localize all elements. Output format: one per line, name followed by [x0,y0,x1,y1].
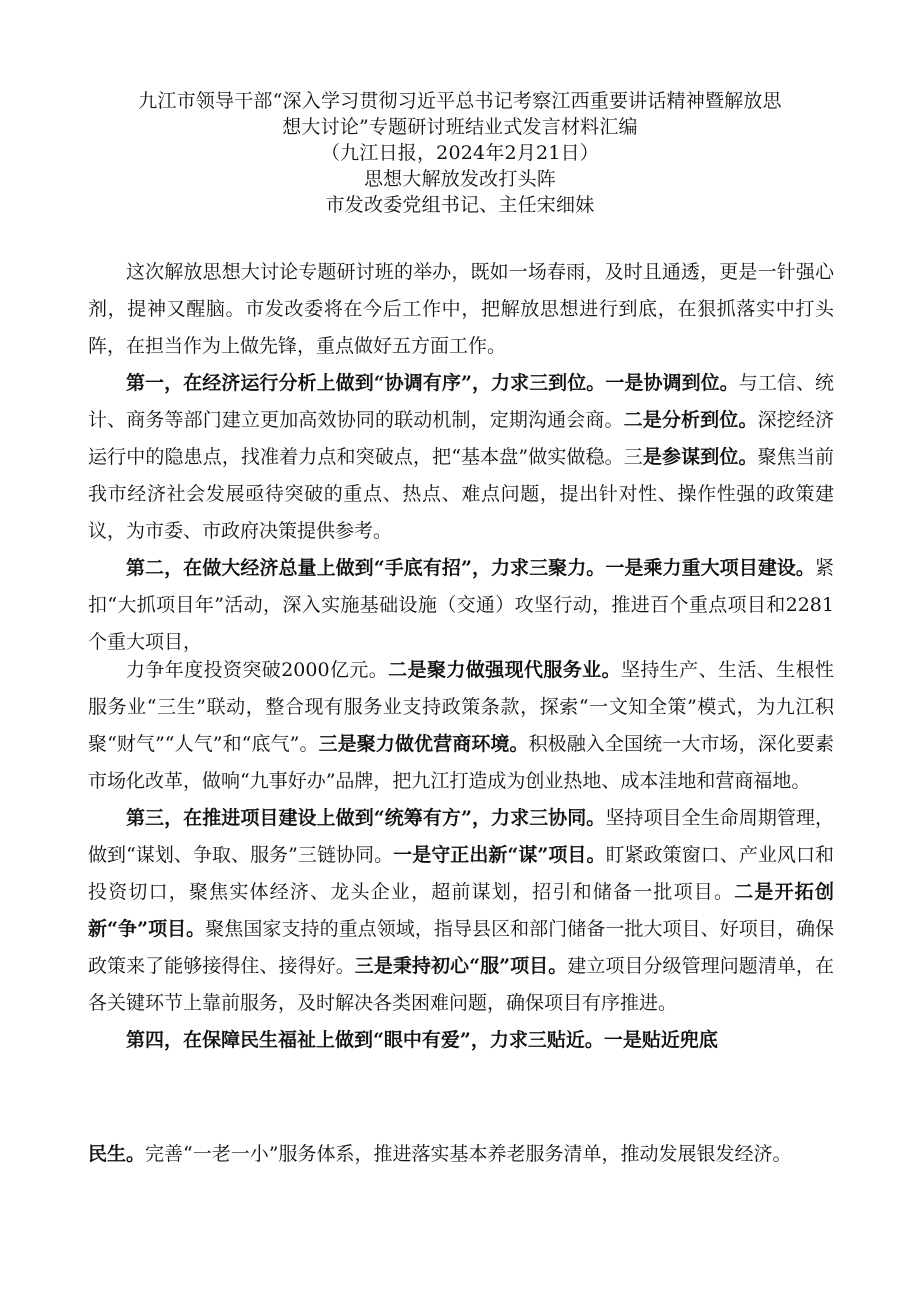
paragraph-text: 坚持生产、生活、生根性服务业“三生”联动，整合现有服务业支持政策条款，探索“一文知全策”模式，为九江积聚“财气”“人气”和“底气”。 [88,659,834,755]
paragraph-intro [88,254,834,365]
paragraph-text: 紧扣“大抓项目年”活动，深入实施基础设施（交通）攻坚行动，推进百个重点项目和2281个重大项目， [88,557,834,653]
bold-heading: 三是聚力做优营商环境。 [318,733,529,755]
bold-heading: 二是聚力做强现代服务业。 [388,659,621,681]
bold-heading: 一是守正出新“谋”项目。 [393,844,606,866]
document-title-line-2: 想大讨论”专题研讨班结业式发言材料汇编 [282,116,638,138]
paragraph-second-continued [88,652,834,800]
paragraph-text: 与工信、统计、商务等部门建立更加高效协同的联动机制，定期沟通会商。 [88,372,834,431]
paragraph-second [88,550,834,661]
body-section-2 [88,652,834,1059]
author-line: 市发改委党组书记、主任宋细妹 [325,194,595,216]
paragraph-text: 聚焦国家支持的重点领域，指导县区和部门储备一批大项目、好项目，确保政策来了能够接得住、接得好。 [88,918,834,977]
bold-heading: 二是开拓创新“争”项目。 [88,881,834,940]
bold-heading: 第四，在保障民生福祉上做到“眼中有爱”，力求三贴近。一是贴近兜底 [126,1029,718,1051]
paragraph-fourth [88,1022,834,1059]
paragraph-fourth-continued [88,1136,834,1173]
bold-heading: 三是秉持初心“服”项目。 [354,955,568,977]
bold-heading: 民生。 [88,1143,146,1165]
paragraph-text: 聚焦当前我市经济社会发展亟待突破的重点、热点、难点问题，提出针对性、操作性强的政策建议，为市委、市政府决策提供参考。 [88,446,834,542]
bold-heading: 第一，在经济运行分析上做到“协调有序”，力求三到位。一是协调到位。 [126,372,739,394]
bold-heading: 是参谋到位。 [642,446,758,468]
paragraph-text: 积极融入全国统一大市场，深化要素市场化改革，做响“九事好办”品牌，把九江打造成为创业热地、成本洼地和营商福地。 [88,733,834,792]
paragraph-first [88,365,834,550]
bold-heading: 第三，在推进项目建设上做到“统筹有方”，力求三协同。 [126,807,606,829]
paragraph-third [88,800,834,1022]
paragraph-text: 这次解放思想大讨论专题研讨班的举办，既如一场春雨，及时且通透，更是一针强心剂，提神又醒脑。市发改委将在今后工作中，把解放思想进行到底，在狠抓落实中打头阵，在担当作为上做先锋，重点做好五方面工作。 [88,261,834,357]
body-section-3 [88,1136,834,1173]
document-title-line-1: 九江市领导干部“深入学习贯彻习近平总书记考察江西重要讲话精神暨解放思 [138,90,782,112]
bold-heading: 第二，在做大经济总量上做到“手底有招”，力求三聚力。一是乘力重大项目建设。 [126,557,815,579]
paragraph-text: 坚持项目全生命周期管理，做到“谋划、争取、服务”三链协同。 [88,807,834,866]
article-title: 思想大解放发改打头阵 [363,168,556,190]
source-date: （九江日报，2024年2月21日） [320,142,600,164]
bold-heading: 二是分析到位。 [623,409,758,431]
body-section-1 [88,254,834,661]
title-block [0,88,920,218]
paragraph-text: 盯紧政策窗口、产业风口和投资切口，聚焦实体经济、龙头企业，超前谋划，招引和储备一批项目。 [88,844,834,903]
paragraph-text: 力争年度投资突破2000亿元。 [126,659,389,681]
paragraph-text: 深挖经济运行中的隐患点，找准着力点和突破点，把“基本盘”做实做稳。三 [88,409,834,468]
paragraph-text: 建立项目分级管理问题清单，在各关键环节上靠前服务，及时解决各类困难问题，确保项目有序推进。 [88,955,834,1014]
paragraph-text: 完善“一老一小”服务体系，推进落实基本养老服务清单，推动发展银发经济。 [145,1143,792,1165]
